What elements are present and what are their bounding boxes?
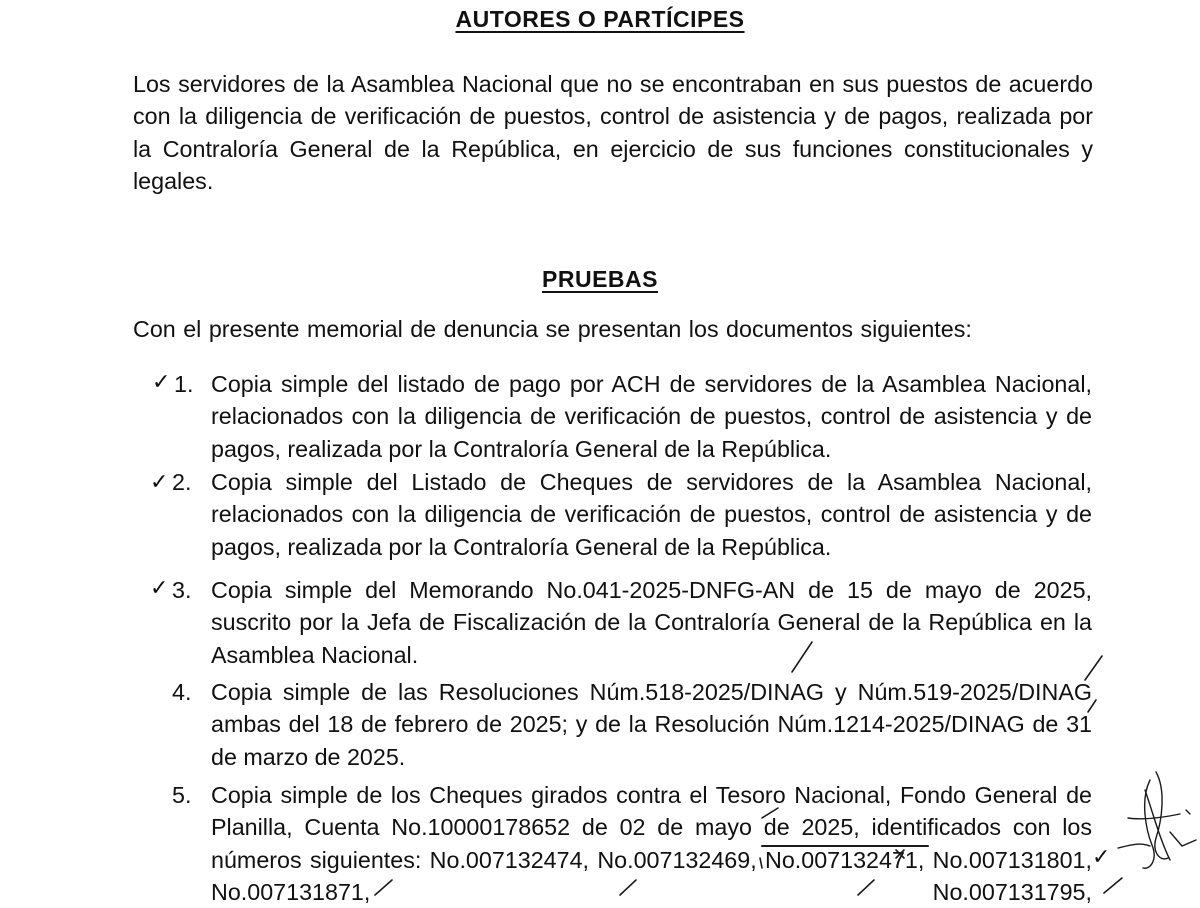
list-item-text: Copia simple del listado de pago por ACH de servidores de la Asamblea Nacional, relacionados con la diligencia de verificación de puestos, control de asistencia y de pagos, realizada por la Contraloría General de la República. [211, 371, 1092, 462]
list-number: 5. [172, 782, 192, 808]
handwritten-check-icon: ✓ [1092, 845, 1111, 870]
autores-paragraph: Los servidores de la Asamblea Nacional que no se encontraban en sus puestos de acuerdo con la diligencia de verificación de puestos, control de asistencia y de pagos, realizada por la Contraloría General de la República, en ejercicio de sus funciones constitucionales y legales. [133, 71, 1093, 194]
list-item-text: Copia simple del Memorando No.041-2025-DNFG-AN de 15 de mayo de 2025, suscrito por la Jefa de Fiscalización de la Contraloría General de la República en la Asamblea Nacional. [211, 577, 1092, 668]
list-number: 4. [172, 679, 192, 705]
handwritten-check-icon: ✓ [152, 370, 171, 395]
section-heading-pruebas: PRUEBAS [542, 266, 658, 292]
handwritten-check-icon: ✓ [150, 576, 169, 601]
pruebas-intro: Con el presente memorial de denuncia se presentan los documentos siguientes: [133, 316, 972, 342]
handwritten-check-icon: ✓ [150, 470, 169, 495]
list-number: 1. [174, 371, 194, 397]
signature-icon [1118, 772, 1196, 868]
list-number: 2. [172, 469, 192, 495]
section-heading-autores: AUTORES O PARTÍCIPES [455, 6, 745, 32]
list-number: 3. [172, 577, 192, 603]
list-item-text: Copia simple del Listado de Cheques de servidores de la Asamblea Nacional, relacionados con la diligencia de verificación de puestos, control de asistencia y de pagos, realizada por la Contraloría General de la República. [211, 469, 1092, 560]
list-item-text: Copia simple de los Cheques girados contra el Tesoro Nacional, Fondo General de Planilla, Cuenta No.10000178652 de 02 de mayo de 2025, identificados con los números siguientes: No.007132474, No.007132469, No.007132471, No.007131801, No.007131871, No.007131795, [211, 782, 1092, 905]
list-item-text: Copia simple de las Resoluciones Núm.518-2025/DINAG y Núm.519-2025/DINAG ambas del 18 de febrero de 2025; y de la Resolución Núm.1214-2025/DINAG de 31 de marzo de 2025. [211, 679, 1092, 770]
